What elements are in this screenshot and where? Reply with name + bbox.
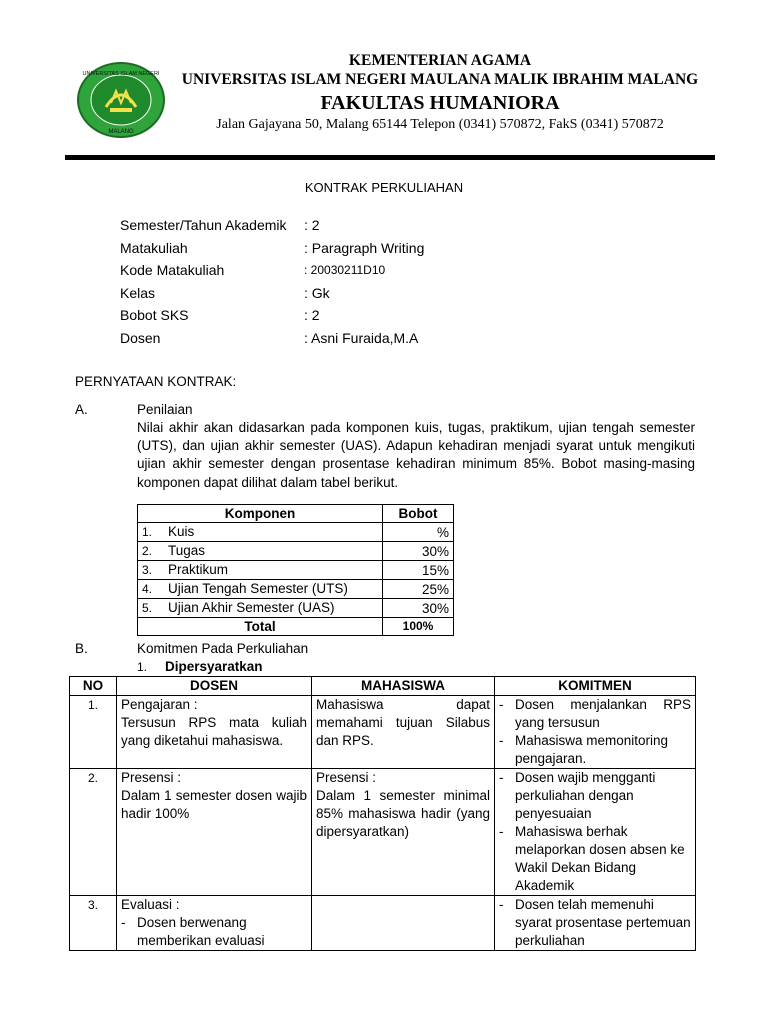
component-weight: 15% xyxy=(383,561,454,580)
weight-header-component: Komponen xyxy=(138,505,383,523)
info-value: : 2 xyxy=(304,307,320,324)
mahasiswa-title: Presensi : xyxy=(316,770,377,785)
total-row xyxy=(138,618,454,636)
row-number: 2. xyxy=(70,769,117,896)
komitmen-item: - Dosen telah memenuhi syarat prosentase pertemuan perkuliahan xyxy=(499,897,691,948)
sub-title: Dipersyaratkan xyxy=(165,659,263,674)
course-info xyxy=(120,214,520,350)
table-row xyxy=(70,696,696,769)
info-value: : 2 xyxy=(304,217,320,233)
document-title: KONTRAK PERKULIAHAN xyxy=(304,180,464,195)
logo-text-bottom: MALANG xyxy=(108,129,134,135)
mahasiswa-text: Mahasiswa dapat memahami tujuan Silabus dan RPS. xyxy=(312,696,495,769)
info-label: Kode Matakuliah xyxy=(120,262,225,279)
info-value: : 20030211D10 xyxy=(304,263,386,278)
info-value: : Asni Furaida,M.A xyxy=(304,329,419,346)
component-name: Ujian Akhir Semester (UAS) xyxy=(168,600,335,615)
info-row xyxy=(120,237,520,260)
university-name: UNIVERSITAS ISLAM NEGERI MAULANA MALIK IBRAHIM MALANG xyxy=(181,71,699,88)
komitmen-item: - Mahasiswa memonitoring pengajaran. xyxy=(499,733,669,766)
total-label: Total xyxy=(138,618,383,636)
weight-header-weight: Bobot xyxy=(383,505,454,523)
table-row xyxy=(138,561,454,580)
info-row xyxy=(120,282,520,305)
table-row xyxy=(138,599,454,618)
mahasiswa-empty xyxy=(312,896,495,951)
table-row xyxy=(138,580,454,599)
ministry-name: KEMENTERIAN AGAMA xyxy=(348,52,532,69)
row-number: 1. xyxy=(142,525,153,539)
col-header-dosen: DOSEN xyxy=(117,677,312,696)
section-a-letter: A. xyxy=(75,402,88,417)
table-row xyxy=(70,769,696,896)
komitmen-item: - Dosen wajib mengganti perkuliahan dengan penyesuaian xyxy=(499,770,656,821)
row-number: 5. xyxy=(142,601,153,615)
component-weight: % xyxy=(383,523,454,542)
component-weight: 30% xyxy=(383,599,454,618)
table-row xyxy=(138,542,454,561)
info-row xyxy=(120,214,520,237)
info-label: Matakuliah xyxy=(120,239,188,256)
dosen-text: Dalam 1 semester dosen wajib hadir 100% xyxy=(121,788,307,821)
info-value: : Gk xyxy=(304,284,330,301)
row-number: 1. xyxy=(70,696,117,769)
info-row xyxy=(120,304,520,327)
col-header-mahasiswa: MAHASISWA xyxy=(312,677,495,696)
info-label: Bobot SKS xyxy=(120,307,189,324)
dosen-title: Evaluasi : xyxy=(121,897,180,912)
header-rule xyxy=(65,155,715,160)
component-name: Praktikum xyxy=(168,562,229,577)
info-label: Dosen xyxy=(120,329,161,346)
statement-title: PERNYATAAN KONTRAK: xyxy=(75,374,237,389)
address-line: Jalan Gajayana 50, Malang 65144 Telepon (0341) 570872, FakS (0341) 570872 xyxy=(216,117,664,132)
info-label: Semester/Tahun Akademik xyxy=(120,217,287,233)
row-number: 2. xyxy=(142,544,153,558)
info-row xyxy=(120,327,520,350)
dosen-item: - Dosen berwenang memberikan evaluasi xyxy=(121,915,265,948)
sub-number: 1. xyxy=(137,660,148,674)
info-label: Kelas xyxy=(120,284,156,301)
dosen-title: Presensi : xyxy=(121,770,182,785)
row-number: 4. xyxy=(142,582,153,596)
komitmen-item: - Mahasiswa berhak melaporkan dosen absen ke Wakil Dekan Bidang Akademik xyxy=(499,824,685,893)
university-logo xyxy=(76,61,166,139)
component-name: Tugas xyxy=(168,543,206,558)
section-a-paragraph: Nilai akhir akan didasarkan pada komponen kuis, tugas, praktikum, ujian tengah semester (UTS), dan ujian akhir semester (UAS). Adapun kehadiran menjadi syarat untuk mengikuti ujian akhir semester dengan prosentase kehadiran minimum 85%. Bobot masing-masing komponen dapat dilihat dalam tabel berikut. xyxy=(137,420,695,490)
table-row xyxy=(70,896,696,951)
dosen-text: Tersusun RPS mata kuliah yang diketahui mahasiswa. xyxy=(121,715,307,748)
dosen-title: Pengajaran : xyxy=(121,697,198,712)
logo-text-top: UNIVERSITAS ISLAM NEGERI xyxy=(82,71,160,77)
table-row xyxy=(138,523,454,542)
col-header-no: NO xyxy=(70,677,117,696)
info-row xyxy=(120,259,520,282)
component-name: Ujian Tengah Semester (UTS) xyxy=(168,581,348,596)
component-name: Kuis xyxy=(168,524,195,539)
faculty-name: FAKULTAS HUMANIORA xyxy=(320,92,560,114)
total-value: 100% xyxy=(383,618,454,636)
component-weight: 30% xyxy=(383,542,454,561)
komitmen-item: - Dosen menjalankan RPS yang tersusun xyxy=(499,697,691,730)
info-value: : Paragraph Writing xyxy=(304,239,425,256)
section-b-subtitle xyxy=(137,659,263,674)
weight-table xyxy=(137,504,454,636)
commitment-table xyxy=(69,676,696,951)
row-number: 3. xyxy=(70,896,117,951)
section-b-letter: B. xyxy=(75,641,88,656)
component-weight: 25% xyxy=(383,580,454,599)
section-b-title: Komitmen Pada Perkuliahan xyxy=(137,641,309,656)
row-number: 3. xyxy=(142,563,153,577)
mahasiswa-text: Dalam 1 semester minimal 85% mahasiswa hadir (yang dipersyaratkan) xyxy=(316,788,490,839)
section-a-title: Penilaian xyxy=(137,402,193,417)
col-header-komitmen: KOMITMEN xyxy=(495,677,696,696)
